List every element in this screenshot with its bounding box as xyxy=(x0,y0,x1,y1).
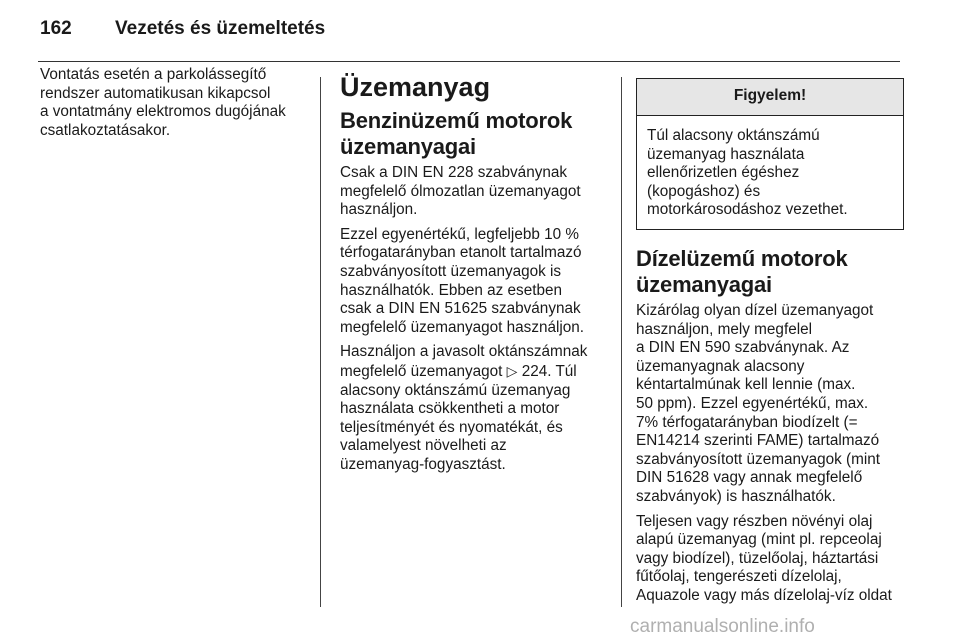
diesel-paragraph-1: Kizárólag olyan dízel üzemanyagot használjon, mely megfelel a DIN EN 590 szabványnak. Az üzemanyagnak alacsony kéntartalmúnak kell lennie (max. 50 ppm). Ezzel egyenértékű, max. 7% térfogatarányban biodízelt (= EN14214 szerinti FAME) tartalmazó szabványosított üzemanyagok (mint DIN 51628 vagy annak megfelelő szabványok) is használhatók. xyxy=(636,301,881,505)
subheading-petrol-fuel: Benzinüzemű motorok üzemanyagai xyxy=(340,108,573,159)
page-reference-link[interactable]: 224 xyxy=(521,362,548,380)
watermark: carmanualsonline.info xyxy=(630,616,815,637)
header-rule xyxy=(38,61,900,62)
column-right xyxy=(636,66,904,611)
warning-text: Túl alacsony oktánszámú üzemanyag használata ellenőrizetlen égéshez (kopogáshoz) és motorkárosodáshoz vezethet. xyxy=(647,127,848,219)
petrol-paragraph-3-end: . Túl alacsony oktánszámú üzemanyag használata csökkentheti a motor teljesítményét és nyomatékát, és valamelyest növelheti az üzemanyag-fogyasztást. xyxy=(340,362,577,473)
reference-arrow-icon: ▷ xyxy=(506,362,518,379)
page-title: Vezetés és üzemeltetés xyxy=(115,18,326,39)
column-divider-2 xyxy=(621,77,622,607)
petrol-paragraph-3-start: Használjon a javasolt oktánszámnak megfelelő üzemanyagot xyxy=(340,343,588,380)
page-number: 162 xyxy=(40,18,72,39)
column-left xyxy=(40,66,315,146)
warning-box xyxy=(636,78,904,230)
diesel-paragraph-2: Teljesen vagy részben növényi olaj alapú üzemanyag (mint pl. repceolaj vagy biodízel), tüzelőolaj, háztartási fűtőolaj, tengerészeti dízelolaj, Aquazole vagy más dízelolaj-víz oldat xyxy=(636,512,892,604)
column-middle xyxy=(340,66,615,481)
subheading-diesel-fuel: Dízelüzemű motorok üzemanyagai xyxy=(636,245,848,297)
column-divider-1 xyxy=(320,77,321,607)
towing-paragraph: Vontatás esetén a parkolássegítő rendszer automatikusan kikapcsol a vontatmány elektromos dugójának csatlakoztatásakor. xyxy=(40,66,286,139)
warning-title: Figyelem! xyxy=(637,79,903,116)
section-heading-fuel: Üzemanyag xyxy=(340,72,491,102)
petrol-paragraph-1: Csak a DIN EN 228 szabványnak megfelelő ólmozatlan üzemanyagot használjon. xyxy=(340,164,581,219)
petrol-paragraph-3 xyxy=(340,343,615,474)
petrol-paragraph-2: Ezzel egyenértékű, legfeljebb 10 % térfogatarányban etanolt tartalmazó szabványosított üzemanyagok is használhatók. Ebben az esetben csak a DIN EN 51625 szabványnak megfelelő üzemanyagot használjon. xyxy=(340,225,585,336)
